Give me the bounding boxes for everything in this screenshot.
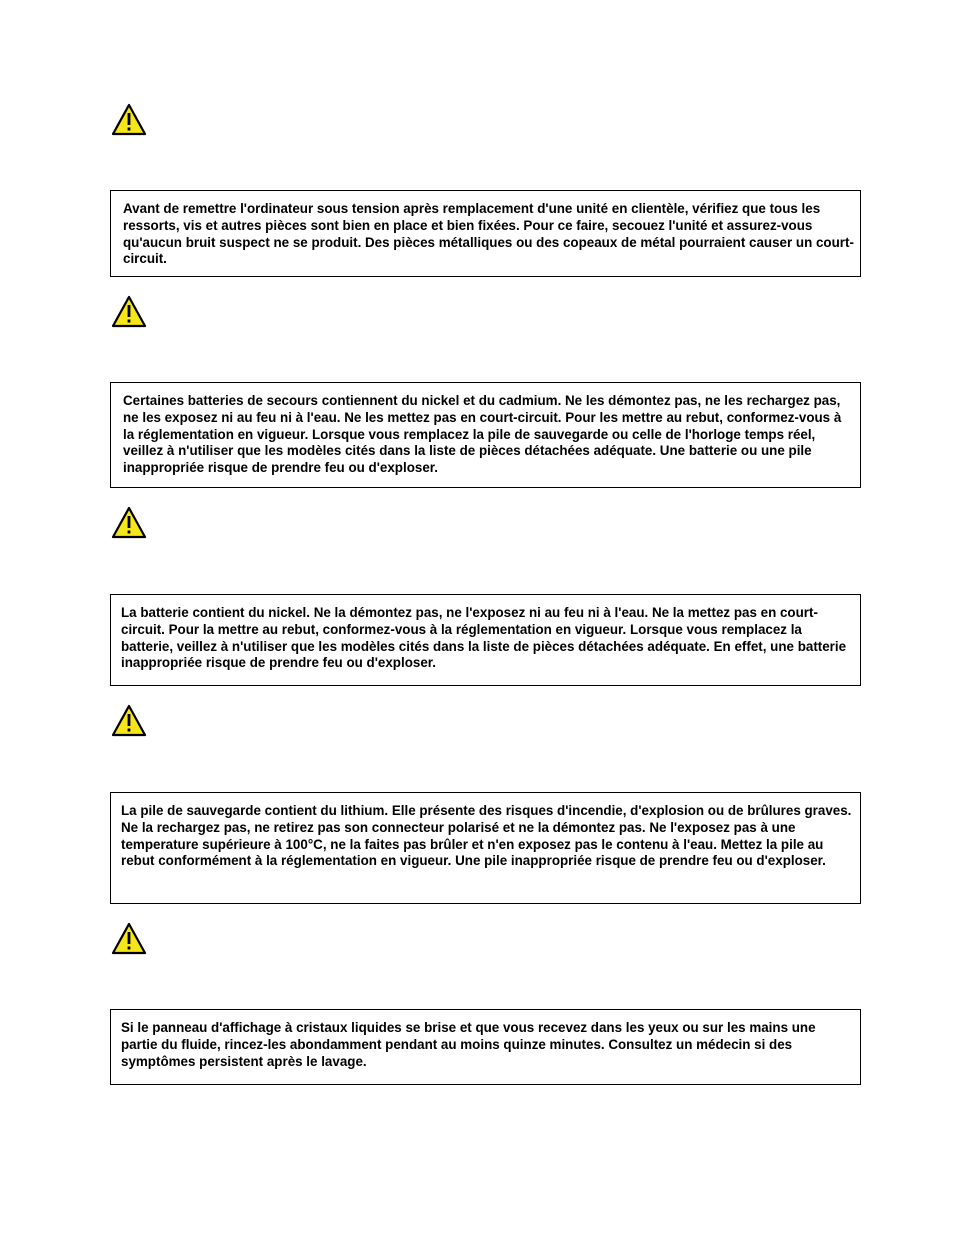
caution-notice-box: [110, 190, 861, 277]
caution-triangle-icon: [111, 704, 147, 737]
caution-notice-text: Si le panneau d'affichage à cristaux liquides se brise et que vous recevez dans les yeux ou sur les mains une partie du fluide, rincez-les abondamment pendant au moins quinze minutes. Consultez un médecin si des symptômes persistent après le lavage.: [121, 1020, 816, 1069]
caution-triangle-icon: [111, 103, 147, 136]
caution-notice-box: [110, 594, 861, 686]
caution-notice-text: La pile de sauvegarde contient du lithium. Elle présente des risques d'incendie, d'explosion ou de brûlures graves. Ne la rechargez pas, ne retirez pas son connecteur polarisé et ne la démontez pas. Ne l'exposez pas à une temperature supérieure à 100°C, ne la faites pas brûler et n'en exposez pas le contenu à l'eau. Mettez la pile au rebut conformément à la réglementation en vigueur. Une pile inappropriée risque de prendre feu ou d'exploser.: [121, 803, 852, 869]
caution-notice-text: La batterie contient du nickel. Ne la démontez pas, ne l'exposez ni au feu ni à l'eau. Ne la mettez pas en court-circuit. Pour la mettre au rebut, conformez-vous à la réglementation en vigueur. Lorsque vous remplacez la batterie, veillez à n'utiliser que les modèles cités dans la liste de pièces détachées adéquate. En effet, une batterie inappropriée risque de prendre feu ou d'exploser.: [121, 605, 847, 671]
caution-triangle-icon: [111, 506, 147, 539]
caution-notice-box: [110, 1009, 861, 1085]
caution-notice-box: [110, 792, 861, 904]
caution-notice-box: [110, 382, 861, 488]
caution-triangle-icon: [111, 295, 147, 328]
caution-notice-text: Certaines batteries de secours contiennent du nickel et du cadmium. Ne les démontez pas, ne les rechargez pas, ne les exposez ni au feu ni à l'eau. Ne les mettez pas en court-circuit. Pour les mettre au rebut, conformez-vous à la réglementation en vigueur. Lorsque vous remplacez la pile de sauvegarde ou celle de l'horloge temps réel, veillez à n'utiliser que les modèles cités dans la liste de pièces détachées adéquate. Une batterie ou une pile inappropriée risque de prendre feu ou d'exploser.: [123, 393, 842, 476]
caution-triangle-icon: [111, 922, 147, 955]
caution-notice-text: Avant de remettre l'ordinateur sous tension après remplacement d'une unité en clientèle, vérifiez que tous les ressorts, vis et autres pièces sont bien en place et bien fixées. Pour ce faire, secouez l'unité et assurez-vous qu'aucun bruit suspect ne se produit. Des pièces métalliques ou des copeaux de métal pourraient causer un court-circuit.: [123, 201, 854, 267]
